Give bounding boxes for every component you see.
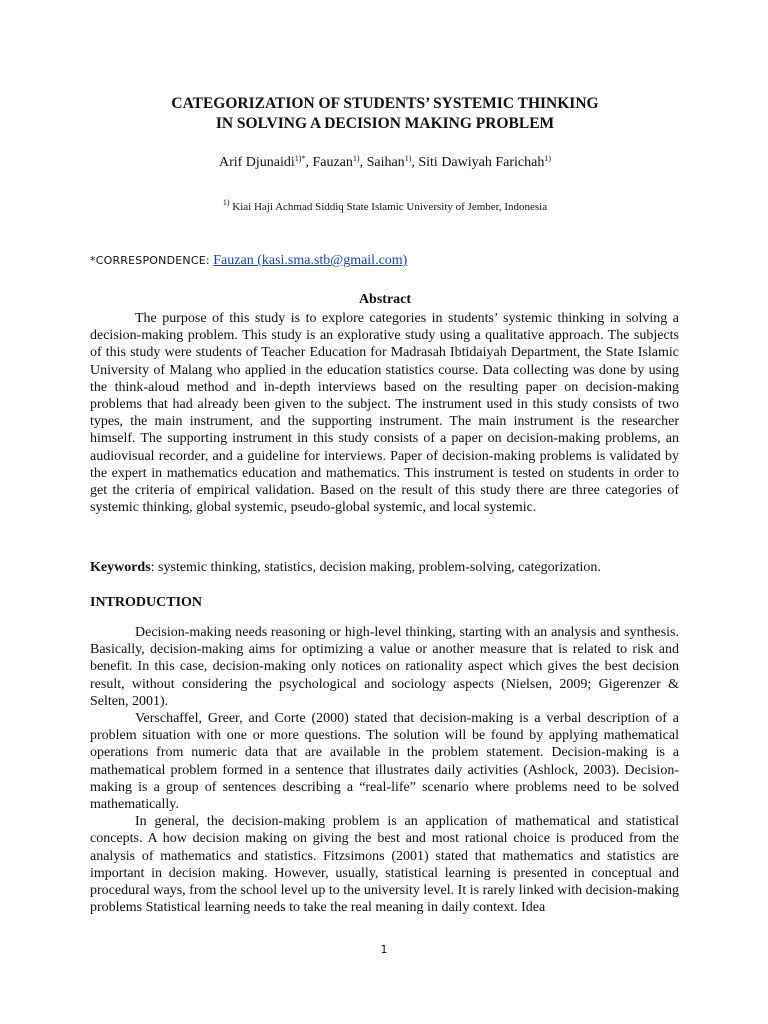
keywords-label: Keywords xyxy=(90,560,151,575)
correspondence xyxy=(90,253,407,269)
correspondence-email-link[interactable]: Fauzan (kasi.sma.stb@gmail.com) xyxy=(213,253,408,268)
abstract-heading: Abstract xyxy=(358,292,412,307)
title-line-2: IN SOLVING A DECISION MAKING PROBLEM xyxy=(215,115,555,132)
author-name: Saihan xyxy=(366,155,405,170)
introduction-paragraph: In general, the decision-making problem is an application of mathematical and statistical concepts. A how decision making on giving the best and most rational choice is produced from the analysis of mathematics and statistics. Fitzsimons (2001) stated that mathematics and statistics are important in decision making. However, usually, statistical learning is presented in conceptual and procedural ways, from the school level up to the university level. It is rarely linked with decision-making problems Statistical learning needs to take the real meaning in daily context. Idea xyxy=(90,814,679,916)
introduction-body xyxy=(90,624,679,916)
author-affiliation-mark: 1)* xyxy=(294,154,306,163)
author-affiliation-mark: 1) xyxy=(544,154,552,163)
introduction-paragraph: Decision-making needs reasoning or high-level thinking, starting with an analysis and synthesis. Basically, decision-making aims for optimizing a value or another measure that is related to risk and benefit. In this case, decision-making only notices on rationality aspect which gives the best decision result, without considering the psychological and sociology aspects (Nielsen, 2009; Gigerenzer & Selten, 2001). xyxy=(90,625,679,709)
affiliation xyxy=(90,198,680,213)
affiliation-mark: 1) xyxy=(222,198,230,207)
author-name: Arif Djunaidi xyxy=(218,155,295,170)
page-number: 1 xyxy=(380,943,388,956)
introduction-heading: INTRODUCTION xyxy=(90,595,203,610)
correspondence-label: *CORRESPONDENCE: xyxy=(90,254,210,267)
author-affiliation-mark: 1) xyxy=(352,154,360,163)
abstract-text: The purpose of this study is to explore categories in students’ systemic thinking in solving a decision-making problem. This study is an explorative study using a qualitative approach. The subjects of this study were students of Teacher Education for Madrasah Ibtidaiyah Department, the State Islamic University of Malang who applied in the education statistics course. Data collecting was done by using the think-aloud method and in-depth interviews based on the resulting paper on decision-making problems that had already been given to the subject. The instrument used in this study consists of two types, the main instrument, and the supporting instrument. The main instrument is the researcher himself. The supporting instrument in this study consists of a paper on decision-making problems, an audiovisual recorder, and a guideline for interviews. Paper of decision-making problems is validated by the expert in mathematics education and mathematics. This instrument is tested on students in order to get the criteria of empirical validation. Based on the result of this study there are three categories of systemic thinking, global systemic, pseudo-global systemic, and local systemic. xyxy=(90,311,679,516)
introduction-paragraph: Verschaffel, Greer, and Corte (2000) stated that decision-making is a verbal description of a problem situation with one or more questions. The solution will be found by applying mathematical operations from numeric data that are available in the problem statement. Decision-making is a mathematical problem formed in a sentence that illustrates daily activities (Ashlock, 2003). Decision-making is a group of sentences describing a “real-life” scenario where problems need to be solved mathematically. xyxy=(90,711,679,813)
paper-title xyxy=(90,94,680,134)
author-list: Arif Djunaidi$^{1)*}$, Fauzan$^{1)}$, Saihan$^{1)}$, Siti Dawiyah Farichah$^{1)}$ xyxy=(218,154,552,170)
author-affiliation-mark: 1) xyxy=(404,154,412,163)
keywords xyxy=(90,559,679,576)
author-name: Fauzan xyxy=(312,155,353,170)
affiliation-text: Kiai Haji Achmad Siddiq State Islamic University of Jember, Indonesia xyxy=(232,201,548,213)
author-name: Siti Dawiyah Farichah xyxy=(418,155,545,170)
keywords-text: : systemic thinking, statistics, decision making, problem-solving, categorization. xyxy=(150,560,601,575)
title-line-1: CATEGORIZATION OF STUDENTS’ SYSTEMIC THINKING xyxy=(171,95,599,112)
